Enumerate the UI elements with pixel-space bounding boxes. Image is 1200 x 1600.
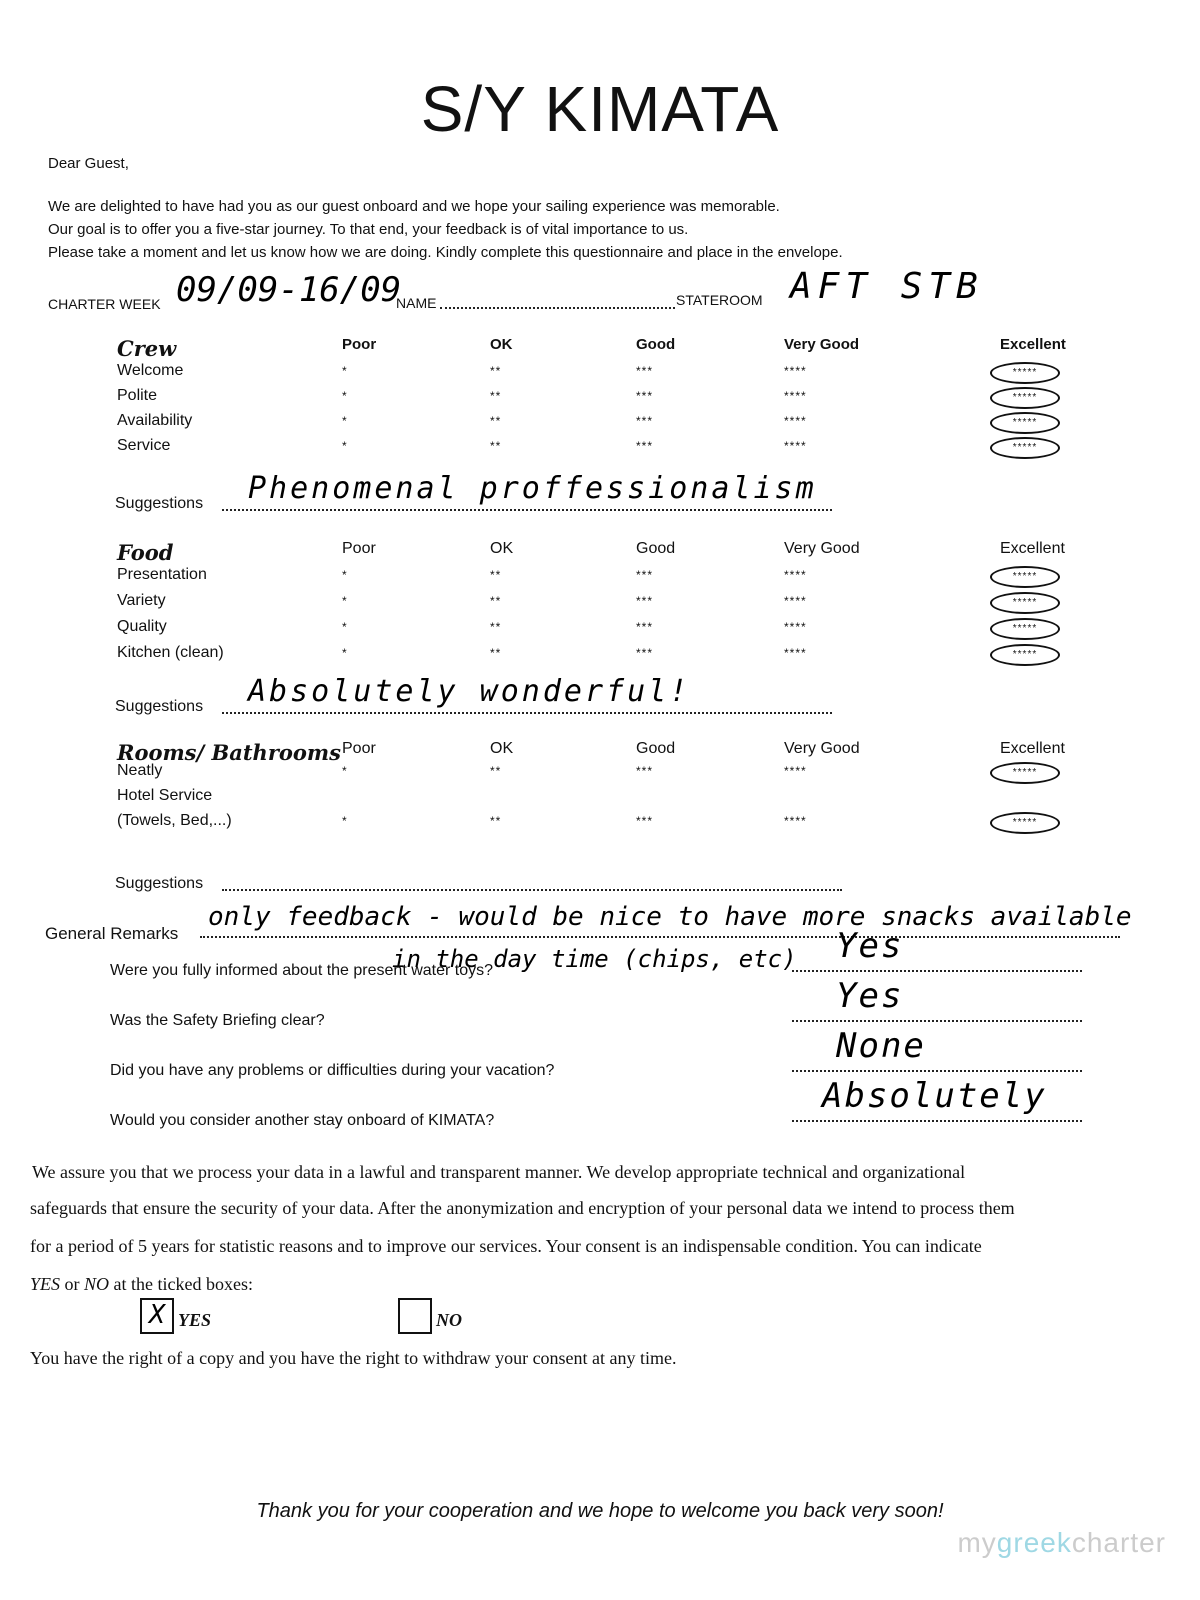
rating-row-label: Availability xyxy=(117,412,193,429)
answer-value[interactable]: None xyxy=(836,1026,926,1066)
rating-option[interactable]: * xyxy=(342,646,348,660)
rating-option[interactable]: *** xyxy=(636,364,654,378)
rating-option[interactable]: * xyxy=(342,568,348,582)
question-text: Was the Safety Briefing clear? xyxy=(110,1012,325,1029)
name-field[interactable] xyxy=(440,307,675,309)
privacy-line-2: safeguards that ensure the security of your data. After the anonymization and encryption of your personal data we intend to process them xyxy=(30,1198,1015,1218)
selected-rating-circle[interactable]: ***** xyxy=(990,566,1060,588)
rating-row-label: Neatly xyxy=(117,762,163,779)
rating-option[interactable]: **** xyxy=(784,389,807,403)
rating-row-label: Variety xyxy=(117,592,166,609)
rating-option[interactable]: **** xyxy=(784,414,807,428)
rating-row-label: Welcome xyxy=(117,362,184,379)
rating-option[interactable]: * xyxy=(342,620,348,634)
rating-option[interactable]: **** xyxy=(784,814,807,828)
rating-column-header: Good xyxy=(636,540,676,557)
rating-row-label: Presentation xyxy=(117,566,207,583)
charter-week-value[interactable]: 09/09-16/09 xyxy=(176,270,402,310)
privacy-no-word: NO xyxy=(84,1274,110,1294)
selected-rating-circle[interactable]: ***** xyxy=(990,592,1060,614)
rating-row-label: Service xyxy=(117,437,171,454)
rating-row-label: Hotel Service xyxy=(117,787,213,804)
rating-option[interactable]: ** xyxy=(490,439,502,453)
rating-option[interactable]: **** xyxy=(784,620,807,634)
answer-line[interactable] xyxy=(792,1020,1082,1022)
section-title: Rooms/ Bathrooms xyxy=(117,740,341,765)
greeting: Dear Guest, xyxy=(48,155,129,172)
privacy-yes-word: YES xyxy=(30,1274,61,1294)
answer-line[interactable] xyxy=(792,1120,1082,1122)
selected-rating-circle[interactable]: ***** xyxy=(990,618,1060,640)
general-remarks-value-1[interactable]: only feedback - would be nice to have more snacks available xyxy=(208,902,1132,932)
rating-row-label: (Towels, Bed,...) xyxy=(117,812,232,829)
selected-rating-circle[interactable]: ***** xyxy=(990,812,1060,834)
rating-column-header: Poor xyxy=(342,740,376,757)
selected-rating-circle[interactable]: ***** xyxy=(990,362,1060,384)
rating-option[interactable]: ** xyxy=(490,620,502,634)
rating-option[interactable]: ** xyxy=(490,594,502,608)
rating-option[interactable]: **** xyxy=(784,364,807,378)
watermark-part-2: greek xyxy=(996,1527,1072,1558)
rating-option[interactable]: ** xyxy=(490,389,502,403)
rating-column-header: OK xyxy=(490,740,514,757)
selected-rating-circle[interactable]: ***** xyxy=(990,412,1060,434)
general-remarks-line xyxy=(200,936,1120,938)
consent-yes-label: YES xyxy=(178,1310,212,1330)
answer-value[interactable]: Yes xyxy=(836,926,904,966)
intro-line-2: Our goal is to offer you a five-star journey. To that end, your feedback is of vital importance to us. xyxy=(48,221,689,238)
section-title: Crew xyxy=(117,336,177,361)
page-title: S/Y KIMATA xyxy=(420,73,780,145)
privacy-line-4 xyxy=(30,1274,253,1295)
privacy-line-1: We assure you that we process your data in a lawful and transparent manner. We develop appropriate technical and organizational xyxy=(32,1162,966,1182)
rating-option[interactable]: **** xyxy=(784,594,807,608)
rating-row-label: Kitchen (clean) xyxy=(117,644,224,661)
rating-column-header: Excellent xyxy=(1000,540,1065,557)
suggestions-label: Suggestions xyxy=(115,875,204,892)
rating-option[interactable]: ** xyxy=(490,646,502,660)
rating-option[interactable]: **** xyxy=(784,439,807,453)
answer-line[interactable] xyxy=(792,970,1082,972)
rating-option[interactable]: ** xyxy=(490,414,502,428)
watermark-logo xyxy=(957,1527,1166,1559)
rating-column-header: Excellent xyxy=(1000,740,1065,757)
rating-option[interactable]: *** xyxy=(636,594,654,608)
rating-option[interactable]: *** xyxy=(636,414,654,428)
rating-column-header: Good xyxy=(636,740,676,757)
name-label: NAME xyxy=(396,295,437,311)
general-remarks-label: General Remarks xyxy=(45,924,179,943)
rating-option[interactable]: * xyxy=(342,764,348,778)
rating-option[interactable]: *** xyxy=(636,814,654,828)
intro-line-1: We are delighted to have had you as our guest onboard and we hope your sailing experience was memorable. xyxy=(48,198,780,215)
charter-week-label: CHARTER WEEK xyxy=(48,296,161,312)
watermark-part-1: my xyxy=(957,1527,997,1558)
rating-column-header: Very Good xyxy=(784,336,860,353)
question-text: Did you have any problems or difficulties during your vacation? xyxy=(110,1062,555,1079)
rating-option[interactable]: *** xyxy=(636,389,654,403)
rating-option[interactable]: ** xyxy=(490,568,502,582)
privacy-instruction: at the ticked boxes: xyxy=(109,1274,253,1294)
suggestions-value[interactable]: Phenomenal proffessionalism xyxy=(248,471,817,506)
section-title: Food xyxy=(117,540,174,565)
rating-option[interactable]: *** xyxy=(636,439,654,453)
stateroom-value[interactable]: AFT STB xyxy=(790,266,984,307)
rating-column-header: OK xyxy=(490,336,513,353)
footer-thanks: Thank you for your cooperation and we hope to welcome you back very soon! xyxy=(256,1500,944,1522)
rating-column-header: Very Good xyxy=(784,540,860,557)
rating-option[interactable]: **** xyxy=(784,646,807,660)
selected-rating-circle[interactable]: ***** xyxy=(990,644,1060,666)
privacy-or: or xyxy=(60,1274,85,1294)
rating-option[interactable]: *** xyxy=(636,646,654,660)
suggestions-line[interactable] xyxy=(222,712,832,714)
rating-option[interactable]: **** xyxy=(784,764,807,778)
rating-option[interactable]: * xyxy=(342,364,348,378)
answer-value[interactable]: Absolutely xyxy=(822,1076,1047,1116)
rating-option[interactable]: * xyxy=(342,414,348,428)
rating-column-header: OK xyxy=(490,540,514,557)
answer-line[interactable] xyxy=(792,1070,1082,1072)
selected-rating-circle[interactable]: ***** xyxy=(990,437,1060,459)
rating-column-header: Good xyxy=(636,336,676,353)
rating-column-header: Poor xyxy=(342,540,376,557)
question-text: Were you fully informed about the present water toys? xyxy=(110,962,494,979)
rating-column-header: Excellent xyxy=(1000,336,1066,353)
rating-row-label: Quality xyxy=(117,618,167,635)
rating-option[interactable]: ** xyxy=(490,764,502,778)
watermark-part-3: charter xyxy=(1071,1527,1166,1558)
intro-line-3: Please take a moment and let us know how we are doing. Kindly complete this questionnaire and place in the envelope. xyxy=(48,244,843,261)
rating-option[interactable]: *** xyxy=(636,620,654,634)
checkmark-icon: X xyxy=(149,1300,165,1330)
rating-option[interactable]: ** xyxy=(490,364,502,378)
selected-rating-circle[interactable]: ***** xyxy=(990,387,1060,409)
question-text: Would you consider another stay onboard of KIMATA? xyxy=(110,1112,495,1129)
answer-value[interactable]: Yes xyxy=(836,976,904,1016)
suggestions-label: Suggestions xyxy=(115,698,204,715)
general-remarks-value-2[interactable]: in the day time (chips, etc) xyxy=(392,945,797,973)
suggestions-value[interactable]: Absolutely wonderful! xyxy=(248,674,691,709)
rating-option[interactable]: * xyxy=(342,814,348,828)
stateroom-label: STATEROOM xyxy=(676,292,763,308)
rating-option[interactable]: *** xyxy=(636,764,654,778)
rating-column-header: Poor xyxy=(342,336,377,353)
suggestions-line[interactable] xyxy=(222,509,832,511)
rating-option[interactable]: * xyxy=(342,594,348,608)
consent-yes-checkbox[interactable] xyxy=(140,1298,174,1334)
privacy-rights: You have the right of a copy and you have the right to withdraw your consent at any time. xyxy=(30,1348,677,1368)
rating-option[interactable]: * xyxy=(342,389,348,403)
consent-no-label: NO xyxy=(436,1310,462,1330)
selected-rating-circle[interactable]: ***** xyxy=(990,762,1060,784)
rating-option[interactable]: **** xyxy=(784,568,807,582)
rating-column-header: Very Good xyxy=(784,740,860,757)
privacy-line-3: for a period of 5 years for statistic reasons and to improve our services. Your consent is an indispensable condition. You can indicate xyxy=(30,1236,982,1256)
rating-option[interactable]: ** xyxy=(490,814,502,828)
consent-no-checkbox[interactable] xyxy=(398,1298,432,1334)
rating-row-label: Polite xyxy=(117,387,158,404)
rating-option[interactable]: * xyxy=(342,439,348,453)
rating-option[interactable]: *** xyxy=(636,568,654,582)
suggestions-line[interactable] xyxy=(222,889,842,891)
suggestions-label: Suggestions xyxy=(115,495,204,512)
